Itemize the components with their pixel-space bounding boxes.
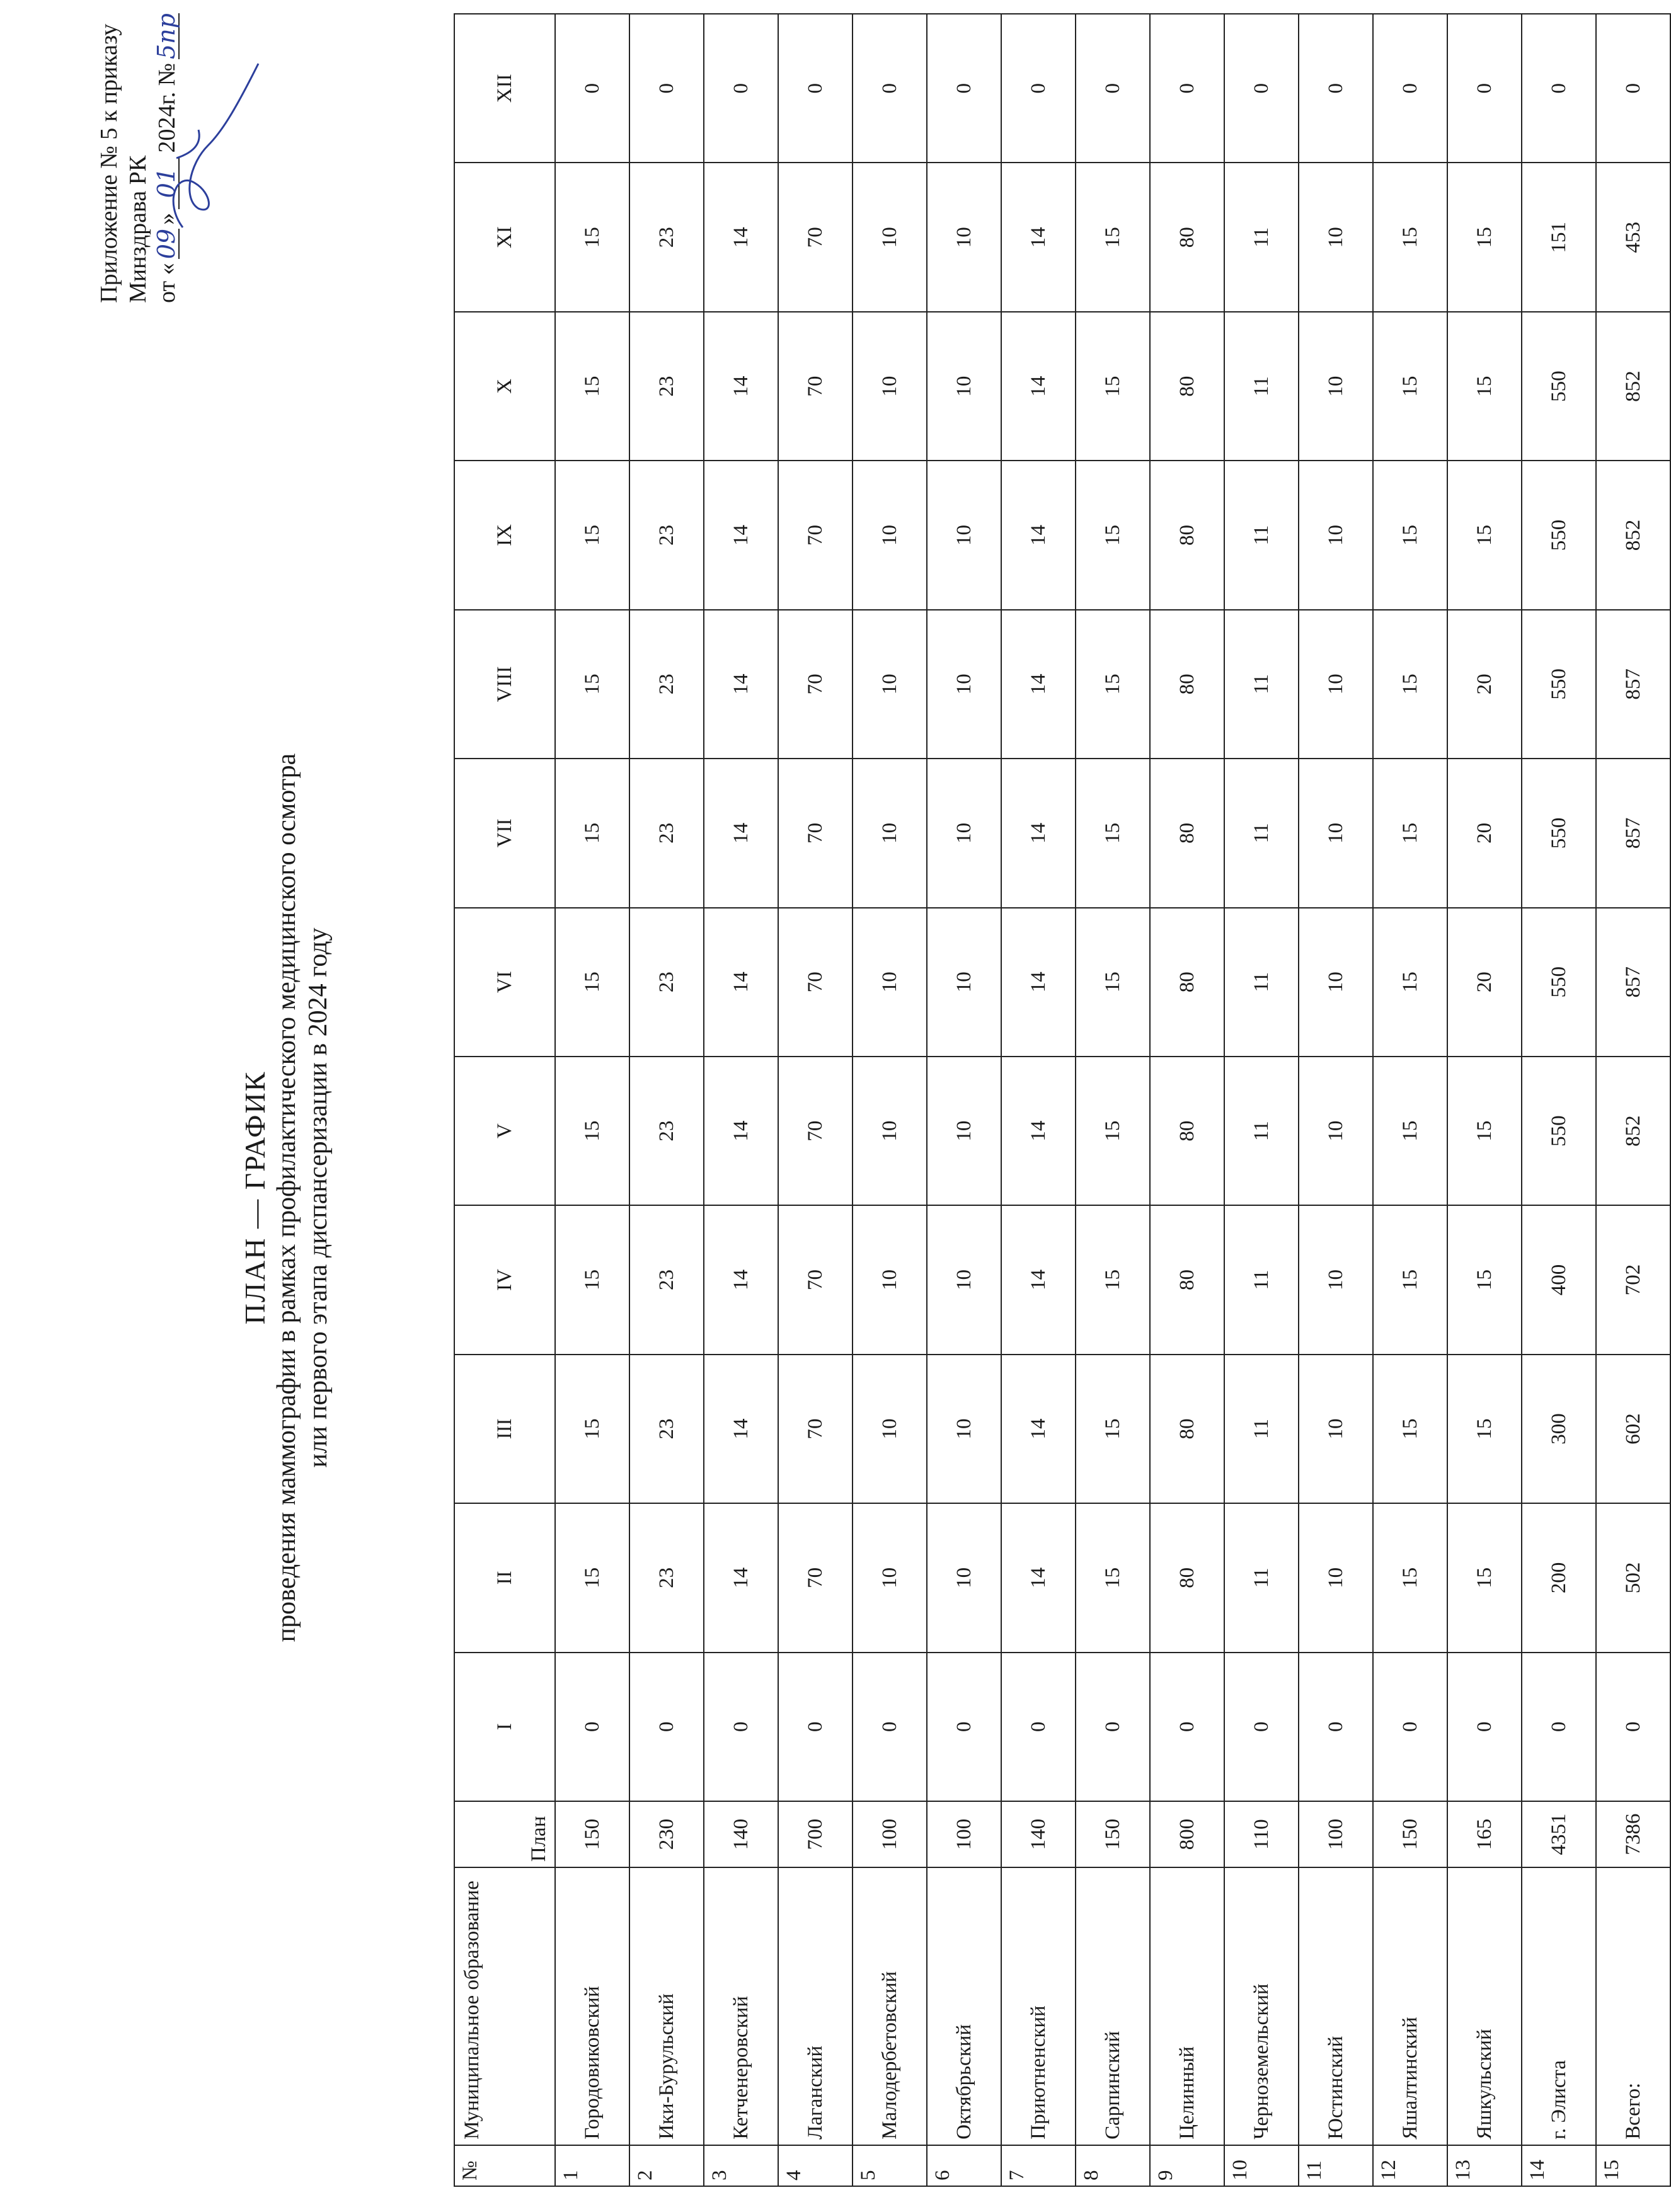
month-value-cell: 11 (1224, 1205, 1299, 1354)
title-line2: проведения маммографии в рамках профилактического медицинского осмотра (272, 753, 301, 1642)
month-value-cell: 0 (1522, 14, 1596, 163)
month-value-cell: 15 (555, 163, 629, 311)
municipality-cell: Целинный (1150, 1867, 1224, 2145)
month-value-cell: 453 (1596, 163, 1670, 311)
month-value-cell: 14 (704, 908, 778, 1057)
month-value-cell: 10 (853, 312, 927, 461)
row-number-cell: 4 (778, 2145, 853, 2186)
month-value-cell: 400 (1522, 1205, 1596, 1354)
month-value-cell: 20 (1447, 759, 1522, 907)
month-value-cell: 80 (1150, 759, 1224, 907)
appendix-month: 01 (154, 157, 180, 209)
month-value-cell: 80 (1150, 461, 1224, 609)
month-value-cell: 852 (1596, 461, 1670, 609)
plan-cell: 110 (1224, 1801, 1299, 1867)
row-number-cell: 2 (629, 2145, 704, 2186)
month-value-cell: 15 (1447, 1205, 1522, 1354)
month-value-cell: 10 (853, 759, 927, 907)
municipality-cell: Малодербетовский (853, 1867, 927, 2145)
month-value-cell: 550 (1522, 1057, 1596, 1205)
month-value-cell: 10 (1299, 312, 1373, 461)
month-value-cell: 14 (1001, 1503, 1076, 1652)
month-value-cell: 0 (1224, 14, 1299, 163)
month-value-cell: 14 (704, 1057, 778, 1205)
month-value-cell: 10 (927, 759, 1001, 907)
month-value-cell: 0 (1076, 1653, 1150, 1801)
month-value-cell: 15 (1076, 610, 1150, 759)
month-value-cell: 15 (1076, 1057, 1150, 1205)
month-value-cell: 15 (1373, 908, 1447, 1057)
header-month: IV (454, 1205, 555, 1354)
month-value-cell: 11 (1224, 1503, 1299, 1652)
month-value-cell: 550 (1522, 759, 1596, 907)
month-value-cell: 15 (555, 759, 629, 907)
table-row (704, 14, 778, 2186)
month-value-cell: 15 (1076, 759, 1150, 907)
month-value-cell: 23 (629, 1355, 704, 1503)
municipality-cell: Всего: (1596, 1867, 1670, 2145)
plan-cell: 700 (778, 1801, 853, 1867)
month-value-cell: 15 (555, 461, 629, 609)
month-value-cell: 14 (704, 1355, 778, 1503)
table-row (1150, 14, 1224, 2186)
appendix-number: 5пр (152, 13, 180, 59)
header-month: III (454, 1355, 555, 1503)
schedule-table-wrap (454, 13, 1671, 2187)
month-value-cell: 14 (1001, 312, 1076, 461)
month-value-cell: 70 (778, 759, 853, 907)
header-month: II (454, 1503, 555, 1652)
month-value-cell: 11 (1224, 759, 1299, 907)
row-number-cell: 13 (1447, 2145, 1522, 2186)
table-row (1076, 14, 1150, 2186)
month-value-cell: 10 (1299, 1355, 1373, 1503)
row-number-cell: 5 (853, 2145, 927, 2186)
month-value-cell: 0 (778, 14, 853, 163)
month-value-cell: 70 (778, 312, 853, 461)
plan-cell: 100 (927, 1801, 1001, 1867)
document-title (239, 290, 334, 2105)
month-value-cell: 0 (1596, 14, 1670, 163)
plan-cell: 100 (1299, 1801, 1373, 1867)
municipality-cell: г. Элиста (1522, 1867, 1596, 2145)
municipality-cell: Сарпинский (1076, 1867, 1150, 2145)
month-value-cell: 14 (1001, 1205, 1076, 1354)
month-value-cell: 15 (555, 312, 629, 461)
month-value-cell: 0 (1076, 14, 1150, 163)
month-value-cell: 14 (704, 312, 778, 461)
month-value-cell: 11 (1224, 461, 1299, 609)
month-value-cell: 14 (704, 1503, 778, 1652)
month-value-cell: 15 (1373, 461, 1447, 609)
header-month: VII (454, 759, 555, 907)
month-value-cell: 15 (555, 610, 629, 759)
month-value-cell: 0 (1224, 1653, 1299, 1801)
month-value-cell: 10 (853, 908, 927, 1057)
month-value-cell: 0 (1373, 14, 1447, 163)
header-month: IX (454, 461, 555, 609)
plan-cell: 4351 (1522, 1801, 1596, 1867)
month-value-cell: 0 (629, 1653, 704, 1801)
month-value-cell: 11 (1224, 908, 1299, 1057)
header-month: V (454, 1057, 555, 1205)
month-value-cell: 15 (555, 1205, 629, 1354)
month-value-cell: 10 (1299, 163, 1373, 311)
month-value-cell: 0 (1522, 1653, 1596, 1801)
table-row (778, 14, 853, 2186)
month-value-cell: 70 (778, 1355, 853, 1503)
month-value-cell: 23 (629, 163, 704, 311)
month-value-cell: 10 (853, 163, 927, 311)
month-value-cell: 10 (1299, 610, 1373, 759)
month-value-cell: 14 (704, 461, 778, 609)
month-value-cell: 0 (1001, 1653, 1076, 1801)
month-value-cell: 15 (1076, 461, 1150, 609)
month-value-cell: 14 (704, 759, 778, 907)
plan-cell: 140 (1001, 1801, 1076, 1867)
month-value-cell: 0 (555, 1653, 629, 1801)
month-value-cell: 15 (1076, 1503, 1150, 1652)
table-row (853, 14, 927, 2186)
month-value-cell: 15 (1373, 1205, 1447, 1354)
month-value-cell: 15 (555, 1355, 629, 1503)
municipality-cell: Яшалтинский (1373, 1867, 1447, 2145)
month-value-cell: 0 (853, 14, 927, 163)
month-value-cell: 702 (1596, 1205, 1670, 1354)
month-value-cell: 15 (1373, 312, 1447, 461)
month-value-cell: 11 (1224, 1355, 1299, 1503)
month-value-cell: 0 (555, 14, 629, 163)
month-value-cell: 10 (927, 908, 1001, 1057)
month-value-cell: 10 (1299, 1205, 1373, 1354)
header-month: X (454, 312, 555, 461)
month-value-cell: 10 (1299, 461, 1373, 609)
month-value-cell: 0 (1001, 14, 1076, 163)
appendix-day: 09 (152, 228, 180, 260)
month-value-cell: 80 (1150, 1503, 1224, 1652)
municipality-cell: Октябрьский (927, 1867, 1001, 2145)
plan-cell: 100 (853, 1801, 927, 1867)
appendix-from: от « (154, 263, 180, 303)
table-row (1522, 14, 1596, 2186)
month-value-cell: 14 (704, 1205, 778, 1354)
month-value-cell: 15 (1447, 1355, 1522, 1503)
table-row (1299, 14, 1373, 2186)
table-row (927, 14, 1001, 2186)
month-value-cell: 23 (629, 1205, 704, 1354)
appendix-year-label: 2024г. № (154, 62, 180, 153)
month-value-cell: 10 (1299, 1503, 1373, 1652)
municipality-cell: Черноземельский (1224, 1867, 1299, 2145)
row-number-cell: 8 (1076, 2145, 1150, 2186)
row-number-cell: 6 (927, 2145, 1001, 2186)
row-number-cell: 3 (704, 2145, 778, 2186)
month-value-cell: 0 (1299, 1653, 1373, 1801)
month-value-cell: 70 (778, 163, 853, 311)
plan-cell: 230 (629, 1801, 704, 1867)
month-value-cell: 10 (927, 461, 1001, 609)
month-value-cell: 15 (1373, 1355, 1447, 1503)
month-value-cell: 11 (1224, 163, 1299, 311)
month-value-cell: 0 (1150, 1653, 1224, 1801)
month-value-cell: 0 (1373, 1653, 1447, 1801)
header-month: XII (454, 14, 555, 163)
signature-icon (139, 45, 265, 253)
table-row (1001, 14, 1076, 2186)
row-number-cell: 15 (1596, 2145, 1670, 2186)
month-value-cell: 550 (1522, 461, 1596, 609)
month-value-cell: 200 (1522, 1503, 1596, 1652)
month-value-cell: 550 (1522, 312, 1596, 461)
table-row (1373, 14, 1447, 2186)
row-number-cell: 12 (1373, 2145, 1447, 2186)
month-value-cell: 14 (1001, 908, 1076, 1057)
month-value-cell: 14 (1001, 1355, 1076, 1503)
month-value-cell: 11 (1224, 610, 1299, 759)
municipality-cell: Ики-Бурульский (629, 1867, 704, 2145)
month-value-cell: 857 (1596, 908, 1670, 1057)
header-name: Муниципальное образование (454, 1867, 555, 2145)
month-value-cell: 0 (704, 1653, 778, 1801)
table-body (454, 14, 1670, 2186)
month-value-cell: 14 (1001, 759, 1076, 907)
month-value-cell: 23 (629, 312, 704, 461)
month-value-cell: 15 (555, 1057, 629, 1205)
month-value-cell: 15 (1447, 1503, 1522, 1652)
month-value-cell: 15 (1447, 163, 1522, 311)
header-month: VI (454, 908, 555, 1057)
schedule-table (454, 13, 1671, 2187)
month-value-cell: 10 (927, 312, 1001, 461)
month-value-cell: 10 (853, 1503, 927, 1652)
title-main: ПЛАН — ГРАФИК (239, 1070, 271, 1325)
row-number-cell: 14 (1522, 2145, 1596, 2186)
row-number-cell: 1 (555, 2145, 629, 2186)
month-value-cell: 10 (1299, 759, 1373, 907)
month-value-cell: 0 (778, 1653, 853, 1801)
month-value-cell: 23 (629, 759, 704, 907)
month-value-cell: 15 (1076, 1355, 1150, 1503)
month-value-cell: 10 (927, 163, 1001, 311)
table-row (555, 14, 629, 2186)
month-value-cell: 10 (853, 1057, 927, 1205)
month-value-cell: 11 (1224, 312, 1299, 461)
month-value-cell: 11 (1224, 1057, 1299, 1205)
header-month: VIII (454, 610, 555, 759)
month-value-cell: 23 (629, 610, 704, 759)
month-value-cell: 23 (629, 1503, 704, 1652)
month-value-cell: 10 (927, 1503, 1001, 1652)
month-value-cell: 80 (1150, 312, 1224, 461)
month-value-cell: 857 (1596, 610, 1670, 759)
month-value-cell: 550 (1522, 610, 1596, 759)
month-value-cell: 852 (1596, 312, 1670, 461)
municipality-cell: Городовиковский (555, 1867, 629, 2145)
month-value-cell: 15 (1447, 461, 1522, 609)
month-value-cell: 14 (1001, 461, 1076, 609)
row-number-cell: 11 (1299, 2145, 1373, 2186)
month-value-cell: 300 (1522, 1355, 1596, 1503)
month-value-cell: 0 (1299, 14, 1373, 163)
month-value-cell: 602 (1596, 1355, 1670, 1503)
month-value-cell: 10 (927, 610, 1001, 759)
row-number-cell: 9 (1150, 2145, 1224, 2186)
month-value-cell: 20 (1447, 908, 1522, 1057)
table-row (1596, 14, 1670, 2186)
month-value-cell: 23 (629, 461, 704, 609)
municipality-cell: Юстинский (1299, 1867, 1373, 2145)
month-value-cell: 0 (927, 1653, 1001, 1801)
header-plan: План (454, 1801, 555, 1867)
month-value-cell: 0 (1150, 14, 1224, 163)
month-value-cell: 10 (927, 1355, 1001, 1503)
month-value-cell: 0 (853, 1653, 927, 1801)
month-value-cell: 14 (1001, 610, 1076, 759)
month-value-cell: 70 (778, 461, 853, 609)
month-value-cell: 14 (1001, 163, 1076, 311)
table-header-row (454, 14, 555, 2186)
month-value-cell: 15 (555, 1503, 629, 1652)
month-value-cell: 15 (1076, 312, 1150, 461)
municipality-cell: Кетченеровский (704, 1867, 778, 2145)
month-value-cell: 80 (1150, 1057, 1224, 1205)
month-value-cell: 15 (1373, 1503, 1447, 1652)
plan-cell: 165 (1447, 1801, 1522, 1867)
plan-cell: 7386 (1596, 1801, 1670, 1867)
month-value-cell: 10 (853, 461, 927, 609)
month-value-cell: 80 (1150, 163, 1224, 311)
month-value-cell: 0 (629, 14, 704, 163)
municipality-cell: Приютненский (1001, 1867, 1076, 2145)
month-value-cell: 14 (1001, 1057, 1076, 1205)
month-value-cell: 15 (1373, 610, 1447, 759)
month-value-cell: 0 (1447, 14, 1522, 163)
month-value-cell: 10 (1299, 908, 1373, 1057)
title-line3: или первого этапа диспансеризации в 2024 году (304, 927, 333, 1468)
month-value-cell: 80 (1150, 1355, 1224, 1503)
month-value-cell: 14 (704, 163, 778, 311)
month-value-cell: 70 (778, 1503, 853, 1652)
municipality-cell: Лаганский (778, 1867, 853, 2145)
month-value-cell: 15 (1076, 1205, 1150, 1354)
month-value-cell: 852 (1596, 1057, 1670, 1205)
month-value-cell: 23 (629, 908, 704, 1057)
month-value-cell: 23 (629, 1057, 704, 1205)
month-value-cell: 0 (704, 14, 778, 163)
month-value-cell: 10 (1299, 1057, 1373, 1205)
row-number-cell: 7 (1001, 2145, 1076, 2186)
month-value-cell: 80 (1150, 1205, 1224, 1354)
table-row (1224, 14, 1299, 2186)
plan-cell: 140 (704, 1801, 778, 1867)
month-value-cell: 10 (927, 1205, 1001, 1354)
month-value-cell: 550 (1522, 908, 1596, 1057)
month-value-cell: 151 (1522, 163, 1596, 311)
month-value-cell: 70 (778, 1057, 853, 1205)
month-value-cell: 857 (1596, 759, 1670, 907)
month-value-cell: 0 (927, 14, 1001, 163)
month-value-cell: 10 (853, 1205, 927, 1354)
header-month: XI (454, 163, 555, 311)
municipality-cell: Яшкульский (1447, 1867, 1522, 2145)
month-value-cell: 15 (1373, 163, 1447, 311)
plan-cell: 150 (1373, 1801, 1447, 1867)
month-value-cell: 15 (1373, 1057, 1447, 1205)
appendix-quote-close: » (154, 212, 180, 225)
month-value-cell: 502 (1596, 1503, 1670, 1652)
plan-cell: 800 (1150, 1801, 1224, 1867)
month-value-cell: 15 (1373, 759, 1447, 907)
appendix-line1: Приложение № 5 к приказу Минздрава РК (96, 23, 151, 303)
month-value-cell: 14 (704, 610, 778, 759)
month-value-cell: 70 (778, 908, 853, 1057)
table-row (629, 14, 704, 2186)
month-value-cell: 10 (927, 1057, 1001, 1205)
month-value-cell: 10 (853, 1355, 927, 1503)
table-row (1447, 14, 1522, 2186)
month-value-cell: 0 (1596, 1653, 1670, 1801)
month-value-cell: 15 (1076, 908, 1150, 1057)
month-value-cell: 0 (1447, 1653, 1522, 1801)
plan-cell: 150 (1076, 1801, 1150, 1867)
month-value-cell: 15 (555, 908, 629, 1057)
month-value-cell: 80 (1150, 610, 1224, 759)
month-value-cell: 20 (1447, 610, 1522, 759)
month-value-cell: 15 (1076, 163, 1150, 311)
header-num: № (454, 2145, 555, 2186)
plan-cell: 150 (555, 1801, 629, 1867)
month-value-cell: 10 (853, 610, 927, 759)
month-value-cell: 70 (778, 610, 853, 759)
header-month: I (454, 1653, 555, 1801)
row-number-cell: 10 (1224, 2145, 1299, 2186)
month-value-cell: 80 (1150, 908, 1224, 1057)
month-value-cell: 15 (1447, 312, 1522, 461)
month-value-cell: 15 (1447, 1057, 1522, 1205)
month-value-cell: 70 (778, 1205, 853, 1354)
